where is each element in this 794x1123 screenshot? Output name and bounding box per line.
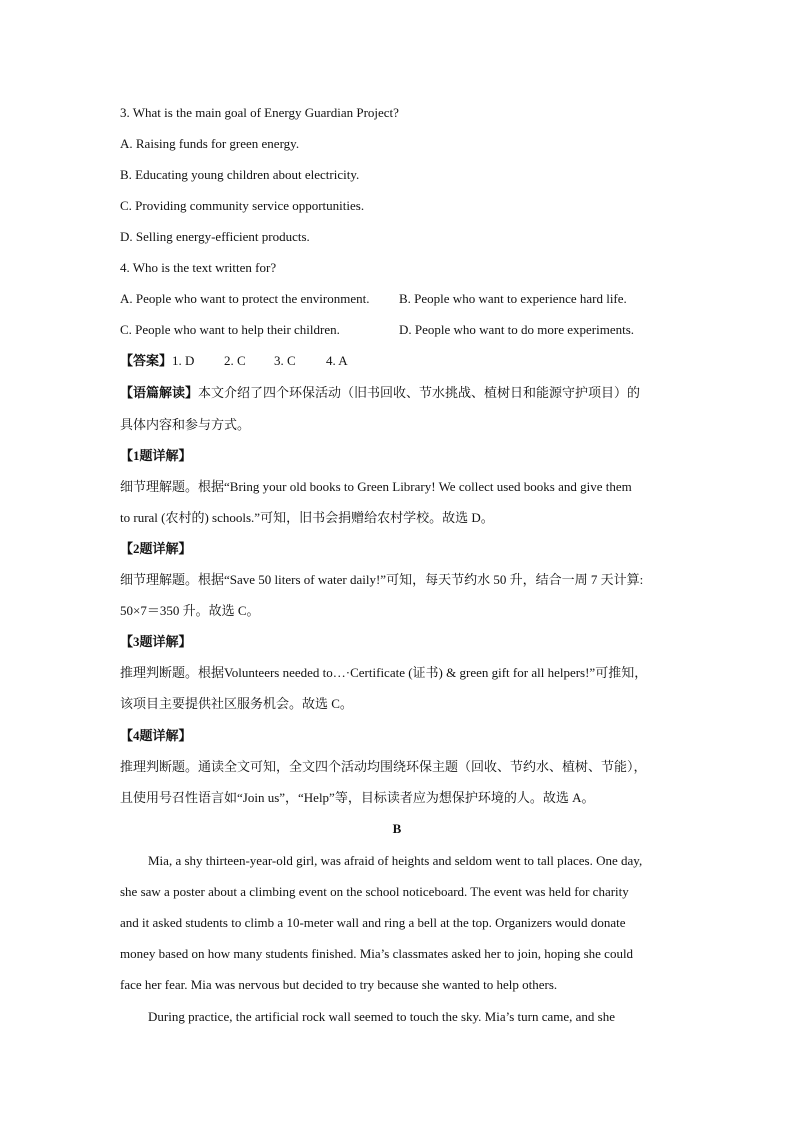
q3-option-c: C. Providing community service opportunities. [120,198,365,213]
q3-option-b: B. Educating young children about electricity. [120,167,360,182]
summary-line-1 [120,384,640,402]
q4-question: 4. Who is the text written for? [120,260,277,275]
explain1-line-1: 细节理解题。根据“Bring your old books to Green Library! We collect used books and give them [120,479,632,494]
q4-option-d: D. People who want to do more experiments. [399,322,635,337]
explain4-line-2: 且使用号召性语言如“Join us”，“Help”等，目标读者应为想保护环境的人。故选 A。 [120,790,595,805]
explain3-heading: 【3题详解】 [120,634,192,649]
explain3-line-1: 推理判断题。根据Volunteers needed to…·Certificate (证书) & green gift for all helpers!”可推知， [120,665,648,680]
answer-item: 4. A [326,353,348,368]
answer-item: 3. C [274,353,296,368]
explain2-heading: 【2题详解】 [120,541,192,556]
passage-line: she saw a poster about a climbing event on the school noticeboard. The event was held for charity [120,884,629,899]
summary-text: 本文介绍了四个环保活动（旧书回收、节水挑战、植树日和能源守护项目）的 [198,385,641,400]
passage-line: money based on how many students finished. Mia’s classmates asked her to join, hoping she could [120,946,634,961]
explain2-line-2: 50×7＝350 升。故选 C。 [120,603,260,618]
q4-option-b: B. People who want to experience hard life. [399,291,627,306]
passage-line: Mia, a shy thirteen-year-old girl, was afraid of heights and seldom went to tall places. One day, [148,853,643,868]
answer-item: 1. D [172,353,195,368]
summary-label: 【语篇解读】 [120,385,199,400]
q3-option-a: A. Raising funds for green energy. [120,136,300,151]
explain3-line-2: 该项目主要提供社区服务机会。故选 C。 [120,696,353,711]
q3-question: 3. What is the main goal of Energy Guardian Project? [120,105,399,120]
passage-line: During practice, the artificial rock wall seemed to touch the sky. Mia’s turn came, and she [148,1009,615,1024]
explain4-line-1: 推理判断题。通读全文可知，全文四个活动均围绕环保主题（回收、节约水、植树、节能）， [120,759,647,774]
passage-line: face her fear. Mia was nervous but decided to try because she wanted to help others. [120,977,558,992]
q4-option-a: A. People who want to protect the environment. [120,291,370,306]
summary-line-2: 具体内容和参与方式。 [120,417,251,432]
explain1-heading: 【1题详解】 [120,448,192,463]
answer-label: 【答案】 [120,353,173,368]
q3-option-d: D. Selling energy-efficient products. [120,229,310,244]
explain1-line-2: to rural (农村的) schools.”可知，旧书会捐赠给农村学校。故选 D。 [120,510,494,525]
answer-line [120,352,348,370]
explain2-line-1: 细节理解题。根据“Save 50 liters of water daily!”可知，每天节约水 50 升，结合一周 7 天计算: [120,572,644,587]
explain4-heading: 【4题详解】 [120,728,192,743]
passage-line: and it asked students to climb a 10-meter wall and ring a bell at the top. Organizers would donate [120,915,626,930]
q4-option-c: C. People who want to help their children. [120,322,340,337]
answer-item: 2. C [224,353,246,368]
section-b-title: B [392,821,402,836]
